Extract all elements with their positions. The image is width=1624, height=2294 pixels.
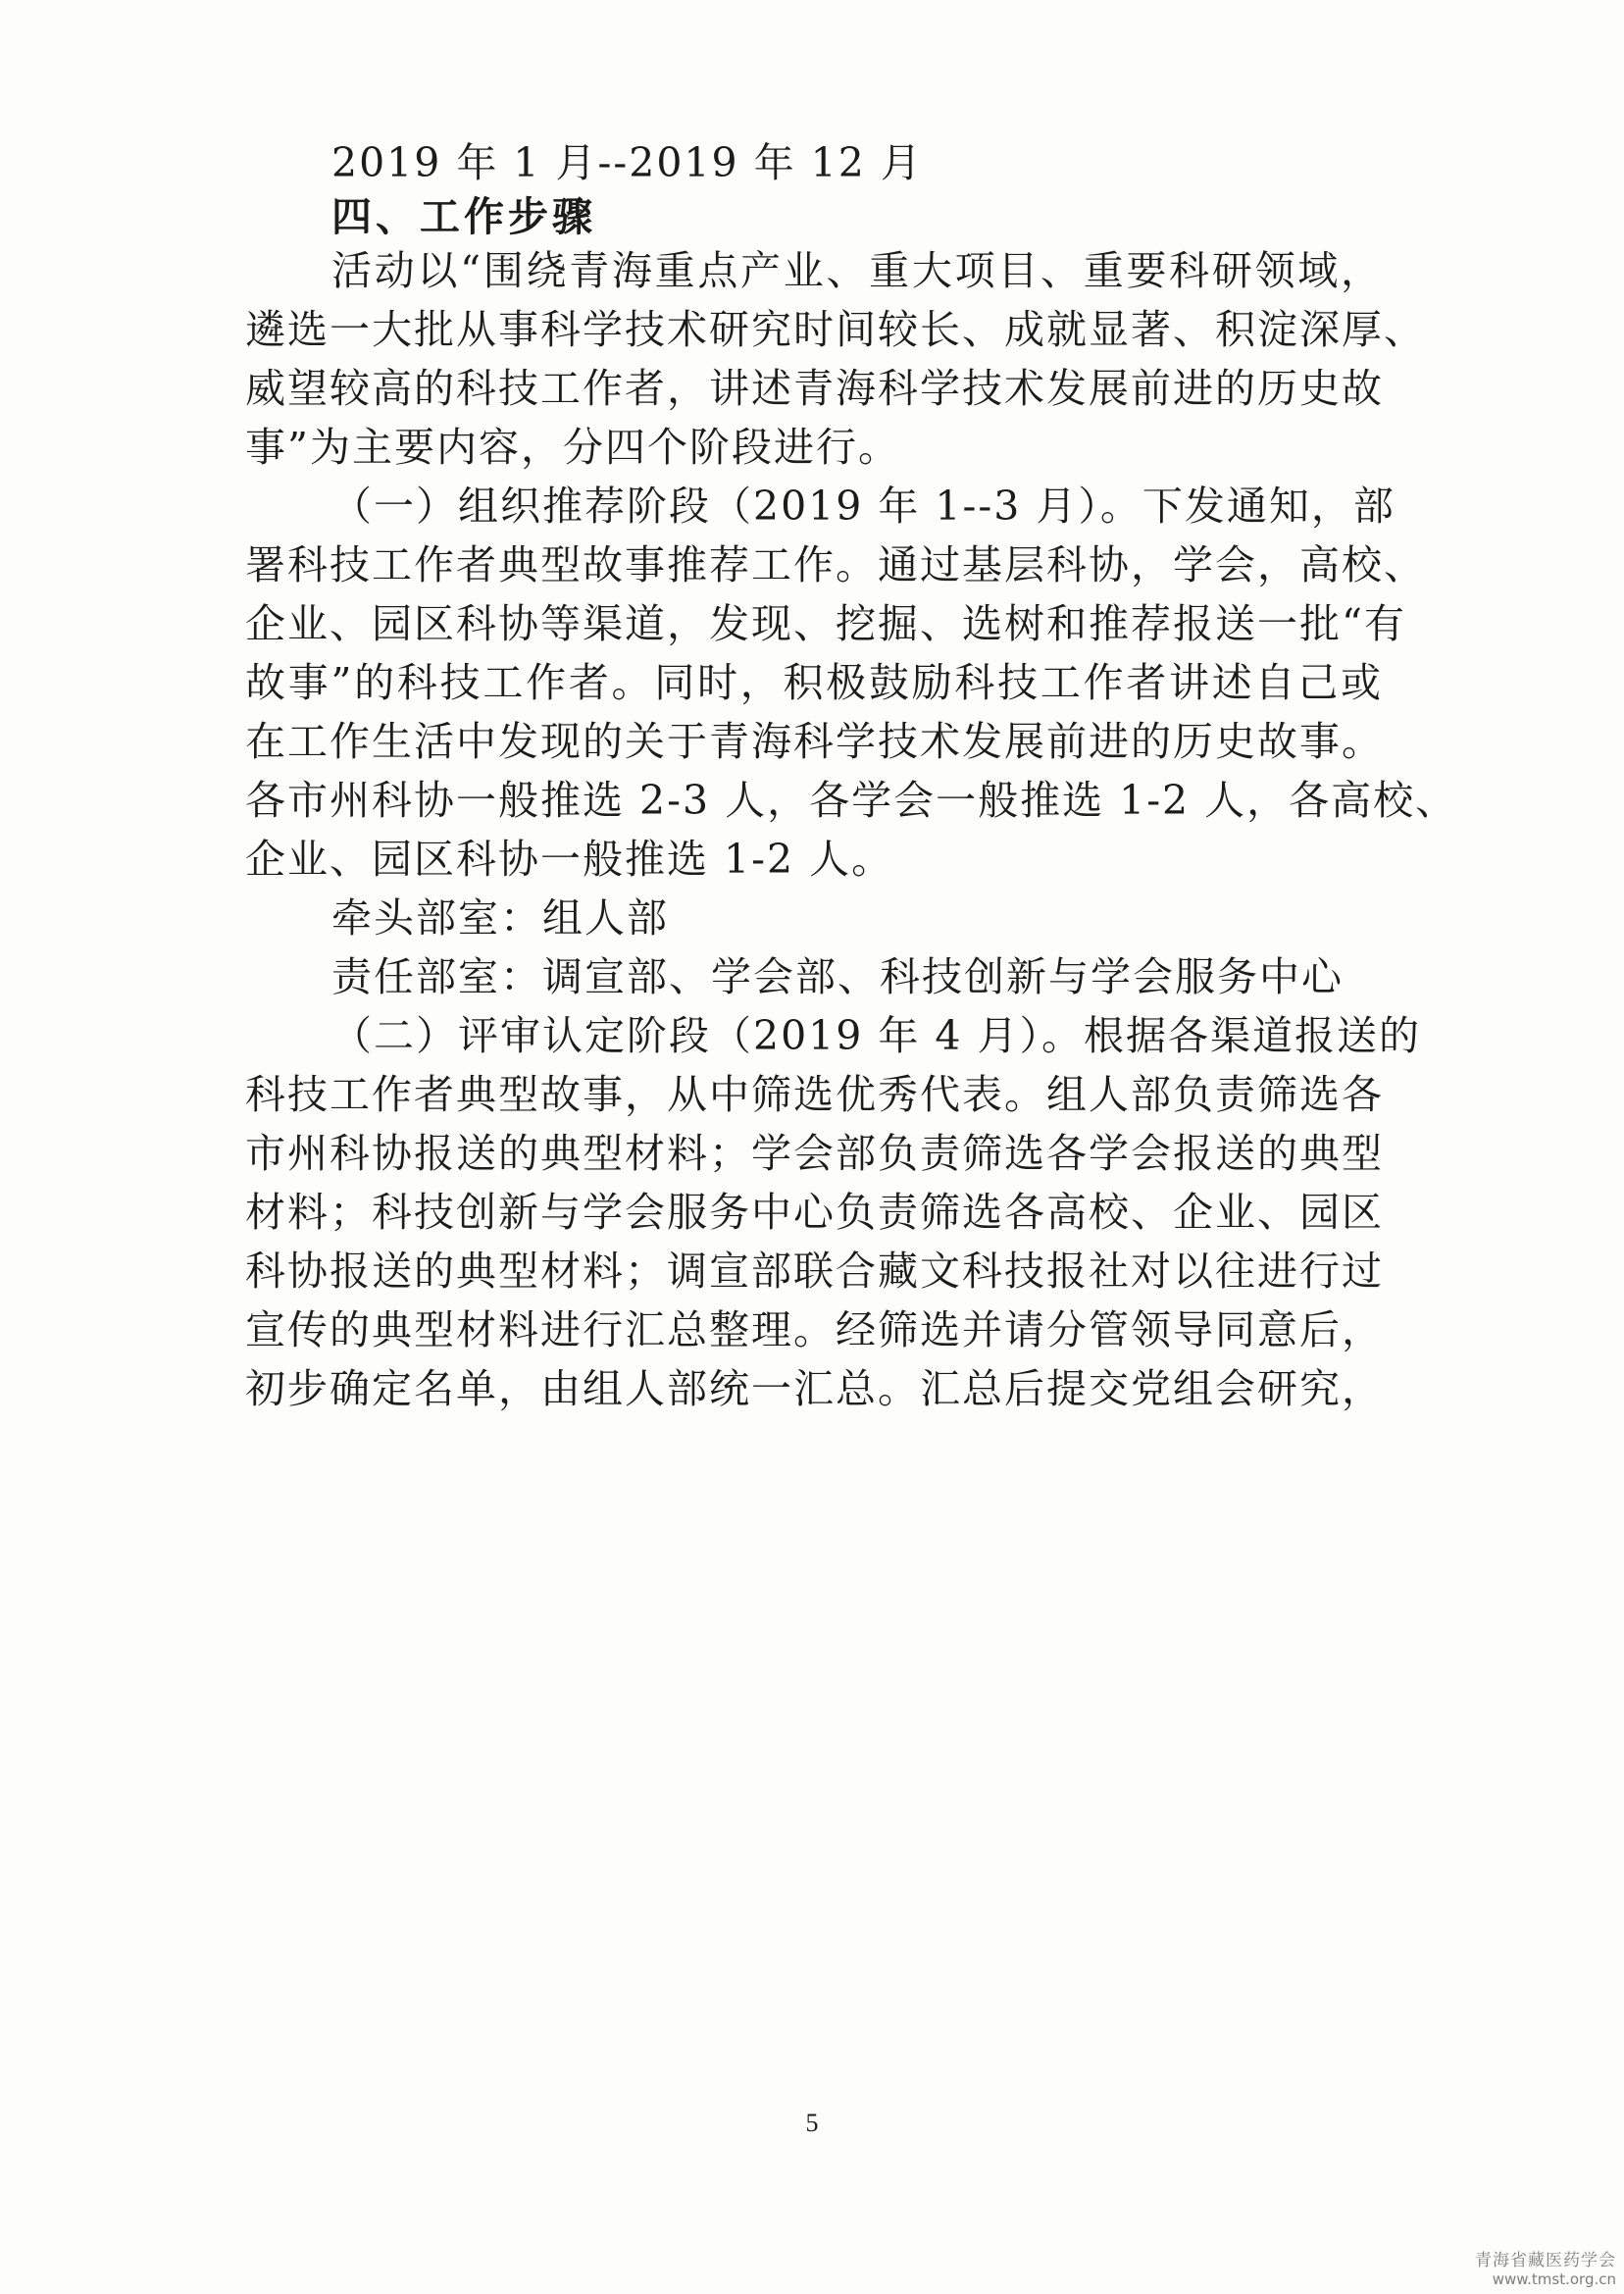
section-heading: 四、工作步骤 (331, 193, 596, 240)
paragraph-line: 各市州科协一般推选 2-3 人，各学会一般推选 1-2 人，各高校、 (245, 777, 1458, 824)
watermark-url: www.tmst.org.cn (1492, 2270, 1616, 2288)
watermark-org: 青海省藏医药学会 (1475, 2251, 1616, 2270)
paragraph-line: 科协报送的典型材料；调宣部联合藏文科技报社对以往进行过 (245, 1248, 1384, 1295)
paragraph-line: 市州科协报送的典型材料；学会部负责筛选各学会报送的典型 (245, 1130, 1384, 1177)
paragraph-line: （二）评审认定阶段（2019 年 4 月）。根据各渠道报送的 (331, 1012, 1422, 1059)
paragraph-line: 事”为主要内容，分四个阶段进行。 (245, 424, 900, 471)
paragraph-line: 故事”的科技工作者。同时，积极鼓励科技工作者讲述自己或 (245, 659, 1383, 706)
watermark (1469, 2246, 1616, 2288)
paragraph-line: 科技工作者典型故事，从中筛选优秀代表。组人部负责筛选各 (245, 1071, 1384, 1118)
responsible-departments-line: 责任部室：调宣部、学会部、科技创新与学会服务中心 (331, 953, 1344, 1000)
paragraph-line: 活动以“围绕青海重点产业、重大项目、重要科研领域， (331, 247, 1383, 294)
paragraph-line: 署科技工作者典型故事推荐工作。通过基层科协，学会，高校、 (245, 541, 1426, 588)
paragraph-line: （一）组织推荐阶段（2019 年 1--3 月）。下发通知，部 (331, 483, 1396, 530)
paragraph-line: 初步确定名单，由组人部统一汇总。汇总后提交党组会研究， (245, 1365, 1384, 1412)
date-range-line: 2019 年 1 月--2019 年 12 月 (331, 139, 923, 186)
paragraph-line: 宣传的典型材料进行汇总整理。经筛选并请分管领导同意后， (245, 1306, 1384, 1353)
page-number: 5 (805, 2109, 819, 2137)
paragraph-line: 企业、园区科协一般推选 1-2 人。 (245, 836, 894, 883)
lead-department-line: 牵头部室：组人部 (331, 894, 669, 942)
paragraph-line: 遴选一大批从事科学技术研究时间较长、成就显著、积淀深厚、 (245, 306, 1426, 353)
paragraph-line: 在工作生活中发现的关于青海科学技术发展前进的历史故事。 (245, 718, 1384, 765)
paragraph-line: 材料；科技创新与学会服务中心负责筛选各高校、企业、园区 (245, 1189, 1384, 1236)
paragraph-line: 企业、园区科协等渠道，发现、挖掘、选树和推荐报送一批“有 (245, 600, 1406, 647)
paragraph-line: 威望较高的科技工作者，讲述青海科学技术发展前进的历史故 (245, 365, 1384, 412)
